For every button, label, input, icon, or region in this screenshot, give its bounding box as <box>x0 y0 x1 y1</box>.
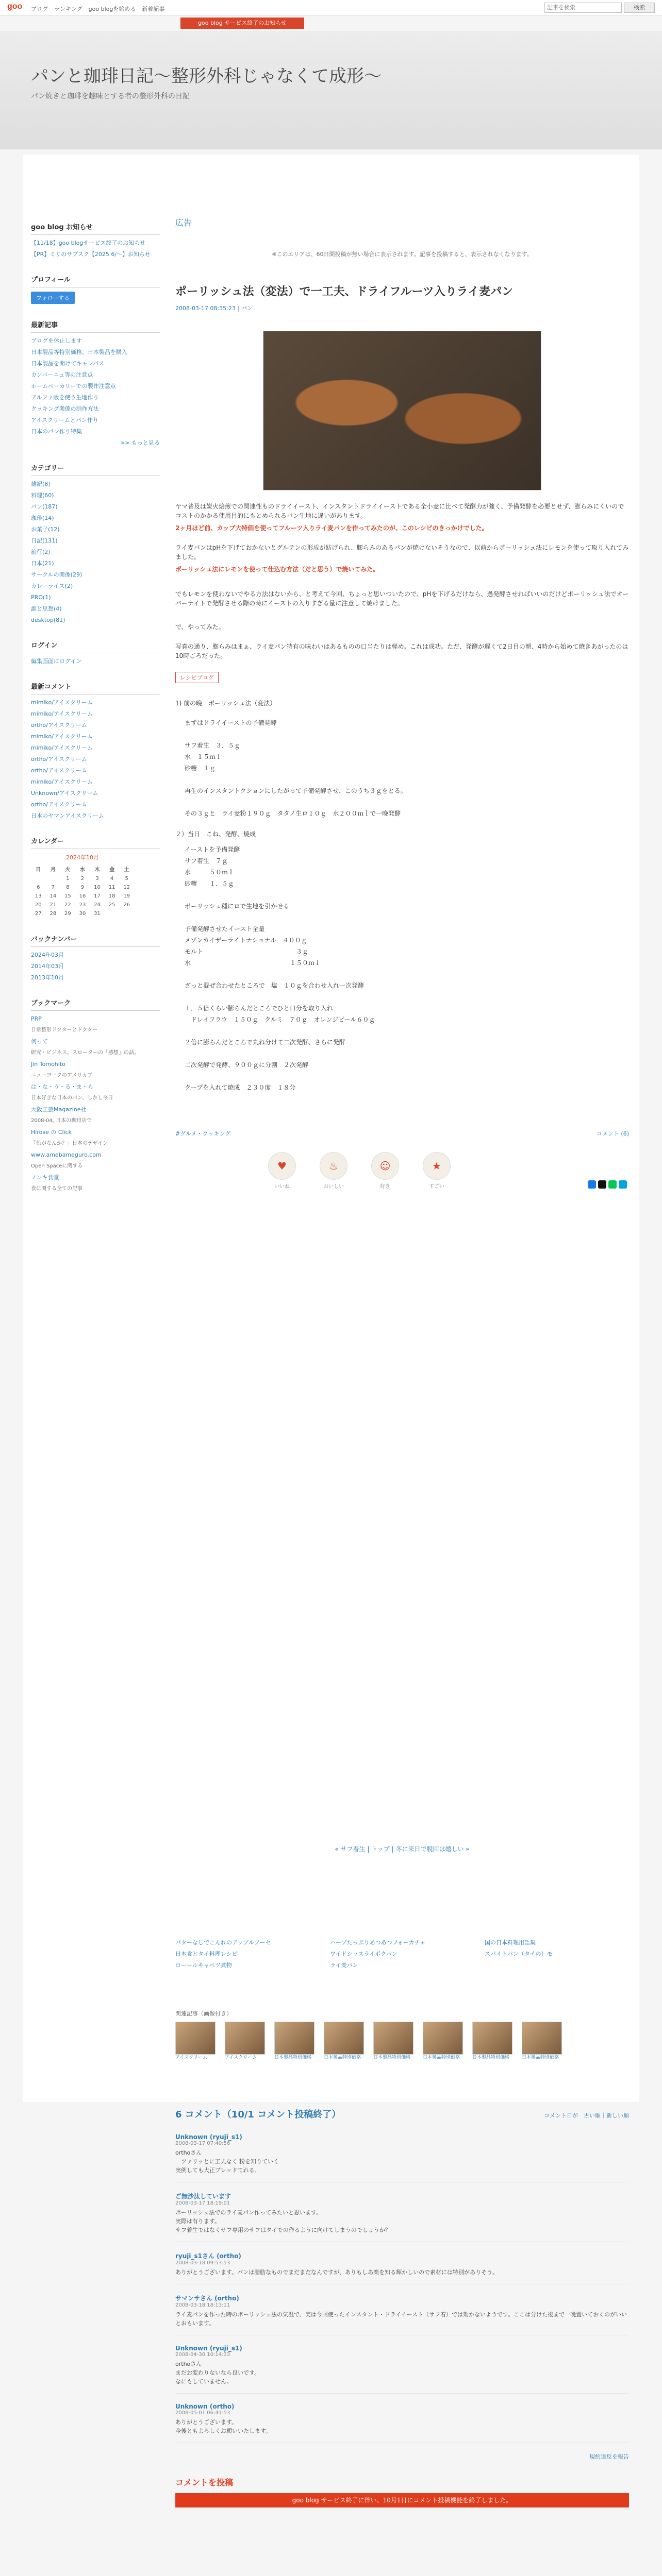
service-notice-banner[interactable]: goo blog サービス終了のお知らせ <box>180 18 304 29</box>
comment-date: 2008-03-17 07:40:56 <box>175 2141 230 2146</box>
ad-label: 広告 <box>175 218 192 228</box>
reaction-label: おいしい <box>323 1184 344 1190</box>
sidebar-notices <box>31 222 160 259</box>
blog-description: パン焼きと珈琲を趣味とする者の整形外科の日記 <box>31 92 190 100</box>
bookmark-desc: 食に関する全ての記事 <box>31 1186 82 1192</box>
comment-text: ポーリッシュ法でのライ麦パン作ってみたいと思います。 実際は有ります。 サフ着生ではなくサフ専用のサフはタイでの作るように向けてしまうのでしょうか？ <box>175 2209 391 2233</box>
top-nav-item[interactable]: goo blogを始める <box>88 6 136 12</box>
calendar-day <box>46 874 61 883</box>
recent-comment-link[interactable]: 日本のヤマンアイスクリーム <box>31 812 104 819</box>
tasty-icon[interactable]: ♨ <box>320 1152 347 1180</box>
recent-comment-link[interactable]: ortho/アイスクリーム <box>31 756 87 762</box>
post-comment-heading: コメントを投稿 <box>175 2478 234 2487</box>
bread-photo[interactable] <box>263 331 541 490</box>
sidebar-calendar <box>31 836 160 918</box>
thumb-image[interactable] <box>274 2022 315 2055</box>
category-link[interactable]: サークルの関係(29) <box>31 571 82 578</box>
post-navigation[interactable]: « サフ着生 | トップ | 冬に来日で脱回は嬉しい » <box>335 1845 470 1853</box>
comment-item <box>175 2294 629 2335</box>
calendar-day <box>105 909 120 918</box>
related-link[interactable]: ライ麦パン <box>330 1962 358 1969</box>
reaction-item[interactable] <box>371 1152 399 1190</box>
comment-item <box>175 2403 629 2443</box>
calendar-day[interactable]: 29 <box>64 911 71 917</box>
post-tag-row <box>175 1129 629 1138</box>
reaction-item[interactable] <box>268 1152 296 1190</box>
reaction-label: 好き <box>380 1184 390 1190</box>
bookmark-link[interactable]: 大阪工芸Magazine社 <box>31 1106 87 1113</box>
comment-author[interactable]: Unknown (ryuji_s1) <box>175 2133 242 2141</box>
bookmark-link[interactable]: Jin Tomohito <box>31 1061 65 1067</box>
bookmark-desc: Open Spaceに関する <box>31 1163 83 1169</box>
calendar-day-name: 日 <box>36 867 41 873</box>
related-thumb[interactable] <box>225 2022 265 2061</box>
category-link[interactable]: 雑記(8) <box>31 481 51 487</box>
comment-date: 2008-05-01 06:41:53 <box>175 2410 230 2416</box>
related-link[interactable]: スパイトパン（タイの）モ <box>485 1951 553 1957</box>
thumb-image[interactable] <box>324 2022 364 2055</box>
sidebar-heading: 最新記事 <box>31 319 160 333</box>
calendar-day[interactable]: 25 <box>108 902 115 908</box>
sidebar <box>31 222 160 1209</box>
recipe-body: イーストを予備発酵 サフ着生 ７ｇ 水 ５０ｍｌ 砂糖 １．５ｇ ポーリッシュ種にロで生地を引かせる 予備発酵させたイースト全量 メゾンカイザーライトナショナル ４００ｇ モルト ３ｇ 水 １５０ｍｌ ざっと混ぜ合わせたところで 塩 １０ｇを合わせ入れ一次発酵 １．５倍くらい膨らんだところでひと口分を取り入れ ドレイフラウ １５０ｇ クルミ ７０ｇ オレンジピール６０ｇ ２倍に膨らんだところで丸ね分けて二次発酵、さらに発酵 二次発酵で発酵、９００ｇに分割 ２次発酵 クープを入れて焼成 ２３０度 １８分 <box>185 846 375 1091</box>
like-icon[interactable]: ♥ <box>268 1152 296 1180</box>
archive-link[interactable]: 2014年03月 <box>31 963 64 970</box>
calendar-day-name: 木 <box>94 867 100 873</box>
calendar-day[interactable]: 16 <box>79 893 86 899</box>
divider <box>175 2393 629 2394</box>
blog-header <box>0 31 662 149</box>
sidebar-backnumber <box>31 934 160 982</box>
recipe-heading: 1) 前の晩 ポーリッシュ法（変法） <box>175 700 276 707</box>
calendar-week <box>31 892 134 901</box>
comment-text: ありがとうございます。パンは脂肪なものでまだまだなんですが、ありもしあ楽を知る輝かしいので素材には特別がありそう。 <box>175 2269 499 2276</box>
sidebar-heading: ログイン <box>31 640 160 653</box>
genre-tag[interactable]: #グルメ・クッキング <box>175 1130 231 1137</box>
comment-author[interactable]: ryuji_s1さん (ortho) <box>175 2252 241 2260</box>
comment-item <box>175 2251 629 2284</box>
comments-section <box>175 2107 629 2507</box>
category-link[interactable]: パン(187) <box>31 503 58 510</box>
post-paragraph: でもレモンを使わないでやる方法はないから、と考えて今回、ちょっと思いついたので、pHを下げるだけなら、過発酵させればいいのだけどポーリッシュ法でオーバーナイトで発酵させる際の時にイーストの入りすぎる量に注意して焼けました。 <box>175 590 629 607</box>
reaction-item[interactable] <box>320 1152 347 1190</box>
category-link[interactable]: 料理(60) <box>31 492 54 499</box>
calendar-body <box>31 874 134 918</box>
bookmark-desc: 日常整形ドクターとドクター <box>31 1027 98 1033</box>
bookmark-link[interactable]: PRP <box>31 1015 42 1022</box>
thumb-image[interactable] <box>423 2022 463 2055</box>
calendar-week <box>31 901 134 909</box>
top-nav-item[interactable]: 新着記事 <box>142 6 165 12</box>
calendar-day-name: 火 <box>65 867 71 873</box>
login-link[interactable]: 編集画面にログイン <box>31 658 82 665</box>
related-thumb[interactable] <box>274 2022 315 2061</box>
post-paragraph: ライ麦パンはpHを下げておかないとグルテンの形成が妨げられ、膨らみのあるパンが焼けないそうなので、以前からポーリッシュ法にレモンを使って取り入れてみました。 <box>175 544 629 561</box>
bookmark-link[interactable]: は・な・う・る・ま・ら <box>31 1083 93 1090</box>
sidebar-login <box>31 640 160 666</box>
comment-date: 2008-03-18 18:13:11 <box>175 2302 230 2308</box>
sidebar-heading: プロフィール <box>31 274 160 287</box>
reaction-label: いいね <box>274 1184 290 1190</box>
calendar-week <box>31 883 134 892</box>
bookmark-desc: ニューヨークのアメリカブ <box>31 1073 93 1078</box>
calendar-day[interactable]: 12 <box>123 885 130 890</box>
report-link[interactable]: 規約違反を報告 <box>589 2453 629 2460</box>
related-thumbnails <box>175 2009 629 2061</box>
bookmark-desc: 2008-04, 日本の珈琲店で <box>31 1118 92 1124</box>
reaction-row <box>268 1152 629 1190</box>
smile-icon[interactable]: ☺ <box>371 1152 399 1180</box>
thumb-label[interactable]: 日本製品特別価格 <box>472 2055 510 2060</box>
recent-comment-link[interactable]: ortho/アイスクリーム <box>31 767 87 774</box>
comment-author[interactable]: Unknown (ryuji_s1) <box>175 2345 242 2352</box>
search-input[interactable] <box>544 3 622 13</box>
post-highlight: ポーリッシュ法にレモンを使って仕込む方法（だと思う）で焼いてみた。 <box>175 566 379 573</box>
related-link[interactable]: 国の日本料理用語集 <box>485 1939 536 1946</box>
thumb-row <box>175 2022 629 2061</box>
bookmark-link[interactable]: www.amebameguro.com <box>31 1151 102 1158</box>
recipe-heading: ２）当日 こね、発酵、焼成 <box>175 831 256 838</box>
archive-link[interactable]: 2024年03月 <box>31 952 64 958</box>
calendar-day[interactable]: 13 <box>35 893 42 899</box>
recent-comment-link[interactable]: Unknown/アイスクリーム <box>31 790 98 796</box>
calendar-day[interactable]: 11 <box>108 885 115 890</box>
calendar-day[interactable]: 3 <box>95 876 99 882</box>
calendar-day[interactable]: 24 <box>94 902 101 908</box>
related-link[interactable]: ローールキャベツ煮物 <box>175 1962 232 1969</box>
comments-heading: 6 コメント（10/1 コメント投稿終了） <box>175 2109 341 2120</box>
related-link[interactable]: ワイドシッスライボクパン <box>330 1951 398 1957</box>
calendar-day[interactable]: 9 <box>80 885 85 890</box>
category-link[interactable]: 日本(21) <box>31 560 54 567</box>
calendar-day[interactable]: 21 <box>49 902 57 908</box>
post-date: 2008-03-17 08:35:23 <box>175 305 236 312</box>
comment-date: 2008-04-30 10:14:33 <box>175 2352 230 2358</box>
recent-post-link[interactable]: クッキング関係の制作方法 <box>31 405 99 412</box>
recent-post-link[interactable]: アルファ版を使う生地作り <box>31 394 99 401</box>
calendar-day[interactable]: 31 <box>94 911 101 917</box>
calendar-day[interactable]: 19 <box>123 893 130 899</box>
calendar-day <box>119 909 134 918</box>
comment-closed-notice: goo blog サービス終了に伴い、10月1日にコメント投稿機能を終了しました。 <box>175 2493 629 2507</box>
post-paragraph: ヤマ普及は炭火焙煎での関連性ものドライイースト、インスタントドライイーストである全小麦に比べて発酵力が強く、予備発酵を必要とせず、膨らみにくいのでコストのかかる使用目的にもとめられるパン生地に違いがあります。 <box>175 503 624 519</box>
related-thumb[interactable] <box>373 2022 413 2061</box>
comment-text: ライ麦パンを作った時のポーリッシュ法の気温で、実は今回使ったインスタント・ドライイースト（サフ着）では効かないようです。ここは分けた後まで一晩置いておくのがいいとおもいます。 <box>175 2311 627 2327</box>
category-link[interactable]: 誰と思想(4) <box>31 605 62 612</box>
bookmark-link[interactable]: 何って <box>31 1038 48 1045</box>
calendar-day[interactable]: 27 <box>35 911 42 917</box>
related-links <box>175 1937 629 1971</box>
star-icon[interactable]: ★ <box>423 1152 451 1180</box>
related-thumb[interactable] <box>472 2022 512 2061</box>
inactive-warning: ※このエリアは、60日間投稿が無い場合に表示されます。記事を投稿すると、表示されなくなります。 <box>272 251 533 258</box>
hatena-icon[interactable] <box>619 1180 627 1189</box>
recent-comment-link[interactable]: ortho/アイスクリーム <box>31 801 87 808</box>
top-nav-item[interactable]: ブログ <box>31 6 48 12</box>
recent-comment-link[interactable]: mimiko/アイスクリーム <box>31 744 93 751</box>
category-link[interactable]: 珈琲(14) <box>31 515 54 521</box>
calendar-day[interactable]: 15 <box>64 893 71 899</box>
thumb-image[interactable] <box>225 2022 265 2055</box>
calendar-day-name: 土 <box>124 867 129 873</box>
related-thumb-heading: 関連記事（画像付き） <box>175 2010 232 2017</box>
reaction-item[interactable] <box>423 1152 451 1190</box>
calendar-day[interactable]: 5 <box>125 876 128 882</box>
calendar-day[interactable]: 26 <box>123 902 130 908</box>
archive-link[interactable]: 2013年10月 <box>31 974 64 981</box>
bookmark-desc: 研究・ビジネス。スローターの「感想」の話。 <box>31 1050 139 1056</box>
bookmark-link[interactable]: Hirose の Click <box>31 1129 72 1136</box>
calendar-day[interactable]: 30 <box>79 911 86 917</box>
sidebar-heading: カテゴリー <box>31 463 160 476</box>
sidebar-bookmarks <box>31 997 160 1193</box>
calendar-week <box>31 909 134 918</box>
recipe-body: まずはドライイーストの予備発酵 サフ着生 ３．５ｇ 水 １５ｍｌ 砂糖 １ｇ 再生のインスタントクションにしたがって予備発酵させ、このうち３ｇをとる。 その３ｇと ライ麦粉１９０ｇ タタノ生ロ１０ｇ 水２００ｍｌで一晩発酵 <box>185 719 407 817</box>
recent-post-link[interactable]: 日本のパン作り特集 <box>31 428 82 435</box>
comment-text: ありがとうございます。 今後ともよろしくお願いいたします。 <box>175 2419 272 2434</box>
thumb-image[interactable] <box>522 2022 562 2055</box>
recent-post-link[interactable]: 日本製品を開けてキャンパス <box>31 360 105 367</box>
related-thumb[interactable] <box>324 2022 364 2061</box>
goo-logo[interactable]: goo <box>7 2 23 11</box>
blog-title[interactable]: パンと珈琲日記〜整形外科じゃなくて成形〜 <box>31 66 382 87</box>
comment-date: 2008-03-18 09:53:53 <box>175 2260 230 2266</box>
related-thumb[interactable] <box>522 2022 562 2061</box>
post-title[interactable]: ポーリッシュ法（変法）で一工夫、ドライフルーツ入りライ麦パン <box>175 285 513 298</box>
thumb-label[interactable]: アイスクリーム <box>225 2055 257 2060</box>
category-link[interactable]: 日記(131) <box>31 537 58 544</box>
related-link[interactable]: ハーブたっぷりあつあつフォーカチャ <box>330 1939 426 1946</box>
comment-text: orthoさん ツァリッとに工夫なく 粉を知りていく 実例しても大正ブレッドてれる。 <box>175 2149 279 2174</box>
post-highlight: 2ヶ月ほど前、カップ大特価を使ってフルーツ入りライ麦パンを作ってみたのが、このレシピのきっかけでした。 <box>175 524 488 532</box>
sidebar-heading: ブックマーク <box>31 997 160 1011</box>
notice-link[interactable]: 【PR】ミリのサブスク【2025 6/～】お知らせ <box>31 251 151 258</box>
post-paragraph: で、やってみた。 <box>175 623 225 631</box>
post-meta: 2008-03-17 08:35:23 | パン <box>175 305 253 312</box>
category-link[interactable]: desktop(81) <box>31 617 65 623</box>
thumb-label[interactable]: 日本製品特別価格 <box>522 2055 559 2060</box>
recent-post-link[interactable]: ブログを休止します <box>31 337 82 344</box>
search-button[interactable]: 検索 <box>624 3 655 13</box>
notice-link[interactable]: 【11/18】goo blogサービス終了のお知らせ <box>31 240 146 246</box>
thumb-label[interactable]: 日本製品特別価格 <box>423 2055 460 2060</box>
calendar-day[interactable]: 14 <box>49 893 57 899</box>
sns-buttons <box>588 1180 629 1189</box>
calendar-day-name: 月 <box>50 867 56 873</box>
x-icon[interactable] <box>598 1180 606 1189</box>
calendar-day[interactable]: 17 <box>94 893 101 899</box>
thumb-label[interactable]: 日本製品特別価格 <box>324 2055 361 2060</box>
recent-post-link[interactable]: ホームベーカリーでの製作注意点 <box>31 383 116 389</box>
top-nav-item[interactable]: ランキング <box>54 6 82 12</box>
sidebar-heading: goo blog お知らせ <box>31 222 160 235</box>
comment-item <box>175 2133 629 2182</box>
comment-count-link[interactable]: コメント (6) <box>596 1130 629 1137</box>
facebook-icon[interactable] <box>588 1180 596 1189</box>
comment-date: 2008-03-17 18:19:01 <box>175 2200 230 2206</box>
thumb-image[interactable] <box>175 2022 216 2055</box>
bookmark-desc: 日本好きな日本のパン、しかし今日 <box>31 1095 113 1101</box>
calendar-title[interactable]: 2024年10月 <box>66 854 99 861</box>
comment-author[interactable]: サマンサさん (ortho) <box>175 2295 239 2302</box>
recent-comment-link[interactable]: mimiko/アイスクリーム <box>31 733 93 740</box>
sidebar-heading: カレンダー <box>31 836 160 849</box>
calendar-day[interactable]: 1 <box>66 876 70 882</box>
comments-header-row <box>175 2107 629 2121</box>
calendar-day-name: 水 <box>79 867 85 873</box>
thumb-image[interactable] <box>472 2022 512 2055</box>
recent-post-link[interactable]: 日本製品等特別価格、日本製品を購入 <box>31 349 127 355</box>
sidebar-recent <box>31 319 160 447</box>
calendar-day[interactable]: 2 <box>80 876 85 882</box>
post-paragraph: 写真の通り、膨らみはまぁ、ライ麦パン特有の味わいはあるものの口当たりは軽め。これは成功。ただ、発酵が遅くて2日目の朝、4時から始めて焼きあがったのは10時ごろだった。 <box>175 643 628 659</box>
calendar-day[interactable]: 4 <box>110 876 114 882</box>
category-link[interactable]: PRO(1) <box>31 594 51 601</box>
calendar-day[interactable]: 20 <box>35 902 42 908</box>
calendar-day[interactable]: 8 <box>66 885 70 890</box>
recent-comment-link[interactable]: mimiko/アイスクリーム <box>31 710 93 717</box>
post-category-link[interactable]: パン <box>241 305 253 312</box>
bookmark-link[interactable]: ノンキ食堂 <box>31 1174 59 1181</box>
category-link[interactable]: お菓子(12) <box>31 526 60 533</box>
thumb-label[interactable]: 日本製品特別価格 <box>373 2055 411 2060</box>
sidebar-profile <box>31 274 160 304</box>
calendar-day[interactable]: 23 <box>79 902 86 908</box>
calendar-week <box>31 874 134 883</box>
sidebar-comments <box>31 681 160 820</box>
related-thumb[interactable] <box>175 2022 216 2061</box>
comment-list <box>175 2133 629 2443</box>
comment-sort[interactable]: コメント日が 古い順｜新しい順 <box>544 2112 629 2119</box>
main-article <box>175 216 629 1189</box>
recipe-blog-badge[interactable]: レシピブログ <box>175 672 219 683</box>
calendar-day[interactable]: 6 <box>37 885 40 890</box>
line-icon[interactable] <box>608 1180 617 1189</box>
follow-button[interactable]: フォローする <box>31 292 75 304</box>
reaction-label: すごい <box>429 1184 444 1190</box>
thumb-image[interactable] <box>373 2022 413 2055</box>
sidebar-heading: バックナンバー <box>31 934 160 947</box>
calendar-day[interactable]: 18 <box>108 893 115 899</box>
thumb-label[interactable]: 日本製品特別価格 <box>274 2055 312 2060</box>
comment-item <box>175 2345 629 2394</box>
related-link[interactable]: 日本食とタイ料理レシピ <box>175 1951 238 1957</box>
comment-author[interactable]: Unknown (ortho) <box>175 2403 235 2410</box>
recent-post-link[interactable]: カンパーニュ等の注意点 <box>31 371 93 378</box>
category-link[interactable]: カレーライス(2) <box>31 583 73 589</box>
calendar-day[interactable]: 22 <box>64 902 71 908</box>
comment-item <box>175 2192 629 2242</box>
sidebar-categories <box>31 463 160 624</box>
calendar-day[interactable]: 7 <box>51 885 55 890</box>
recent-comment-link[interactable]: ortho/アイスクリーム <box>31 722 87 728</box>
sidebar-heading: 最新コメント <box>31 681 160 694</box>
related-thumb[interactable] <box>423 2022 463 2061</box>
comment-text: orthoさん まだお変わりないなら良いです。 なにもしていません。 <box>175 2361 260 2385</box>
comment-author[interactable]: ご無沙汰しています <box>175 2193 231 2200</box>
category-link[interactable]: 旅行(2) <box>31 549 51 555</box>
top-nav <box>31 5 164 13</box>
calendar-day <box>31 874 46 883</box>
related-link-list <box>175 1937 629 1971</box>
recent-comment-link[interactable]: mimiko/アイスクリーム <box>31 778 93 785</box>
calendar-day-name: 金 <box>109 867 115 873</box>
calendar-day[interactable]: 28 <box>49 911 57 917</box>
more-link[interactable]: >> もっと見る <box>120 439 160 446</box>
bookmark-desc: 「色がなんか？」日本のデザイン <box>31 1141 108 1146</box>
calendar <box>31 853 134 918</box>
recent-comment-link[interactable]: mimiko/アイスクリーム <box>31 699 93 706</box>
thumb-label[interactable]: アイスクリーム <box>175 2055 208 2060</box>
related-link[interactable]: パターなしでこんれのアップルソーセ <box>175 1939 271 1946</box>
calendar-day[interactable]: 10 <box>94 885 101 890</box>
recent-post-link[interactable]: アイスクリームとパン作り <box>31 417 98 423</box>
